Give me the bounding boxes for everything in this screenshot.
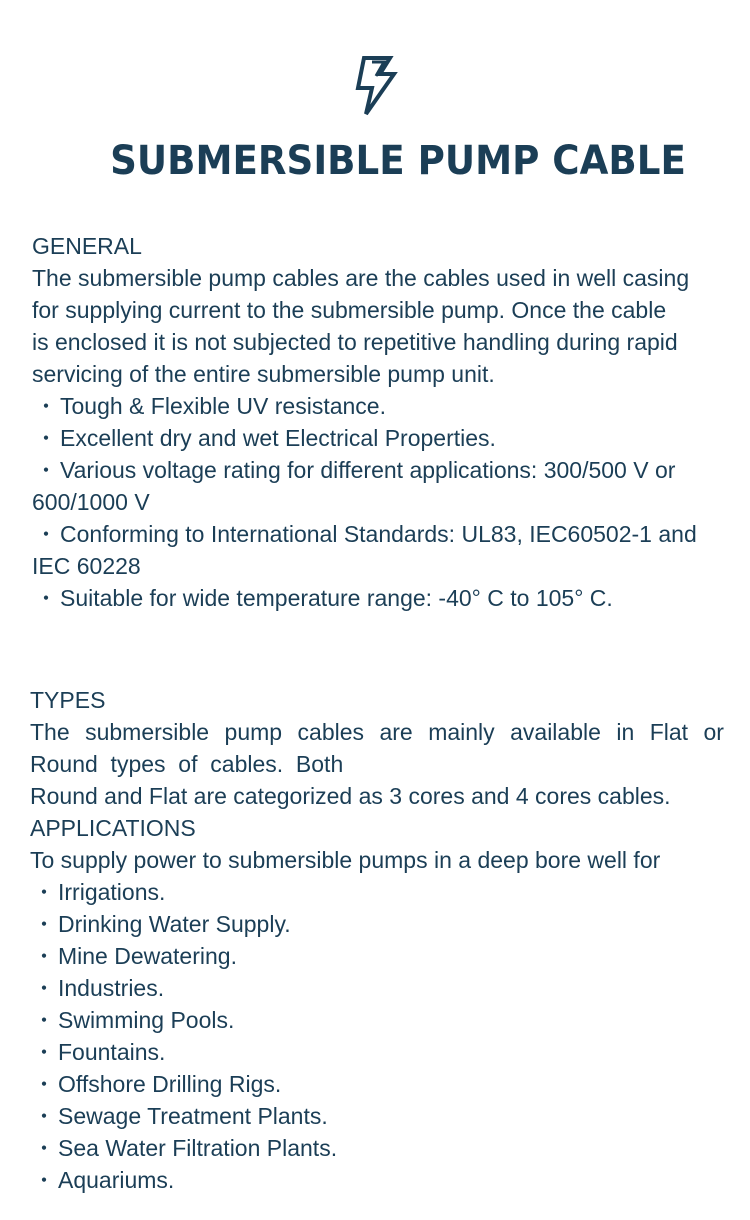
- application-text: Industries.: [58, 975, 165, 1001]
- applications-list: [30, 876, 730, 1196]
- feature-continuation: 600/1000 V: [32, 489, 150, 515]
- bullet-icon: ・: [32, 1167, 56, 1193]
- feature-text: Conforming to International Standards: UL83, IEC60502-1 and: [60, 521, 697, 547]
- bullet-icon: ・: [32, 911, 56, 937]
- feature-item: [32, 582, 732, 614]
- general-text-line: is enclosed it is not subjected to repetitive handling during rapid: [32, 329, 678, 355]
- application-text: Drinking Water Supply.: [58, 911, 291, 937]
- application-item: [30, 1004, 730, 1036]
- feature-text: Various voltage rating for different applications: 300/500 V or: [60, 457, 676, 483]
- types-word: The: [30, 719, 70, 745]
- feature-text: Excellent dry and wet Electrical Properties.: [60, 425, 496, 451]
- bullet-icon: ・: [32, 1007, 56, 1033]
- feature-item: [32, 454, 732, 486]
- feature-item: [32, 422, 732, 454]
- feature-item: [32, 518, 732, 550]
- bullet-icon: ・: [34, 425, 58, 451]
- application-item: [30, 876, 730, 908]
- types-word: in: [616, 719, 635, 745]
- application-text: Mine Dewatering.: [58, 943, 237, 969]
- application-item: [30, 1036, 730, 1068]
- feature-item: [32, 390, 732, 422]
- feature-text: Tough & Flexible UV resistance.: [60, 393, 386, 419]
- types-word: submersible: [85, 719, 210, 745]
- application-text: Swimming Pools.: [58, 1007, 235, 1033]
- bullet-icon: ・: [32, 879, 56, 905]
- application-item: [30, 1100, 730, 1132]
- types-word: pump: [224, 719, 283, 745]
- types-section: [30, 684, 730, 1196]
- types-word: available: [510, 719, 601, 745]
- application-item: [30, 972, 730, 1004]
- application-text: Sea Water Filtration Plants.: [58, 1135, 338, 1161]
- application-item: [30, 940, 730, 972]
- types-word: mainly: [428, 719, 495, 745]
- types-word: cables: [297, 719, 365, 745]
- types-text-line: Round types of cables. Both: [30, 751, 344, 777]
- general-section: [32, 230, 732, 614]
- bullet-icon: ・: [34, 393, 58, 419]
- types-word: or: [703, 719, 724, 745]
- bullet-icon: ・: [32, 1039, 56, 1065]
- application-text: Aquariums.: [58, 1167, 175, 1193]
- applications-intro: To supply power to submersible pumps in a deep bore well for: [30, 847, 661, 873]
- types-text-line: Round and Flat are categorized as 3 cores and 4 cores cables.: [30, 783, 671, 809]
- applications-heading: APPLICATIONS: [30, 815, 196, 841]
- bullet-icon: ・: [34, 457, 58, 483]
- lightning-bolt-icon: [350, 54, 400, 118]
- application-text: Offshore Drilling Rigs.: [58, 1071, 282, 1097]
- general-text-line: The submersible pump cables are the cables used in well casing: [32, 265, 690, 291]
- application-item: [30, 908, 730, 940]
- bullet-icon: ・: [34, 585, 58, 611]
- general-heading: GENERAL: [32, 233, 142, 259]
- bullet-icon: ・: [32, 975, 56, 1001]
- page-title: SUBMERSIBLE PUMP CABLE: [110, 138, 686, 184]
- bullet-icon: ・: [32, 1071, 56, 1097]
- bullet-icon: ・: [32, 1103, 56, 1129]
- types-text-line: [30, 716, 724, 748]
- types-word: are: [379, 719, 413, 745]
- application-item: [30, 1068, 730, 1100]
- feature-text: Suitable for wide temperature range: -40° C to 105° C.: [60, 585, 613, 611]
- general-text-line: servicing of the entire submersible pump unit.: [32, 361, 495, 387]
- application-item: [30, 1132, 730, 1164]
- bullet-icon: ・: [32, 943, 56, 969]
- application-text: Irrigations.: [58, 879, 166, 905]
- bullet-icon: ・: [34, 521, 58, 547]
- application-text: Sewage Treatment Plants.: [58, 1103, 328, 1129]
- general-text-line: for supplying current to the submersible pump. Once the cable: [32, 297, 667, 323]
- application-item: [30, 1164, 730, 1196]
- bullet-icon: ・: [32, 1135, 56, 1161]
- application-text: Fountains.: [58, 1039, 166, 1065]
- types-word: Flat: [649, 719, 689, 745]
- feature-continuation: IEC 60228: [32, 553, 141, 579]
- types-heading: TYPES: [30, 687, 106, 713]
